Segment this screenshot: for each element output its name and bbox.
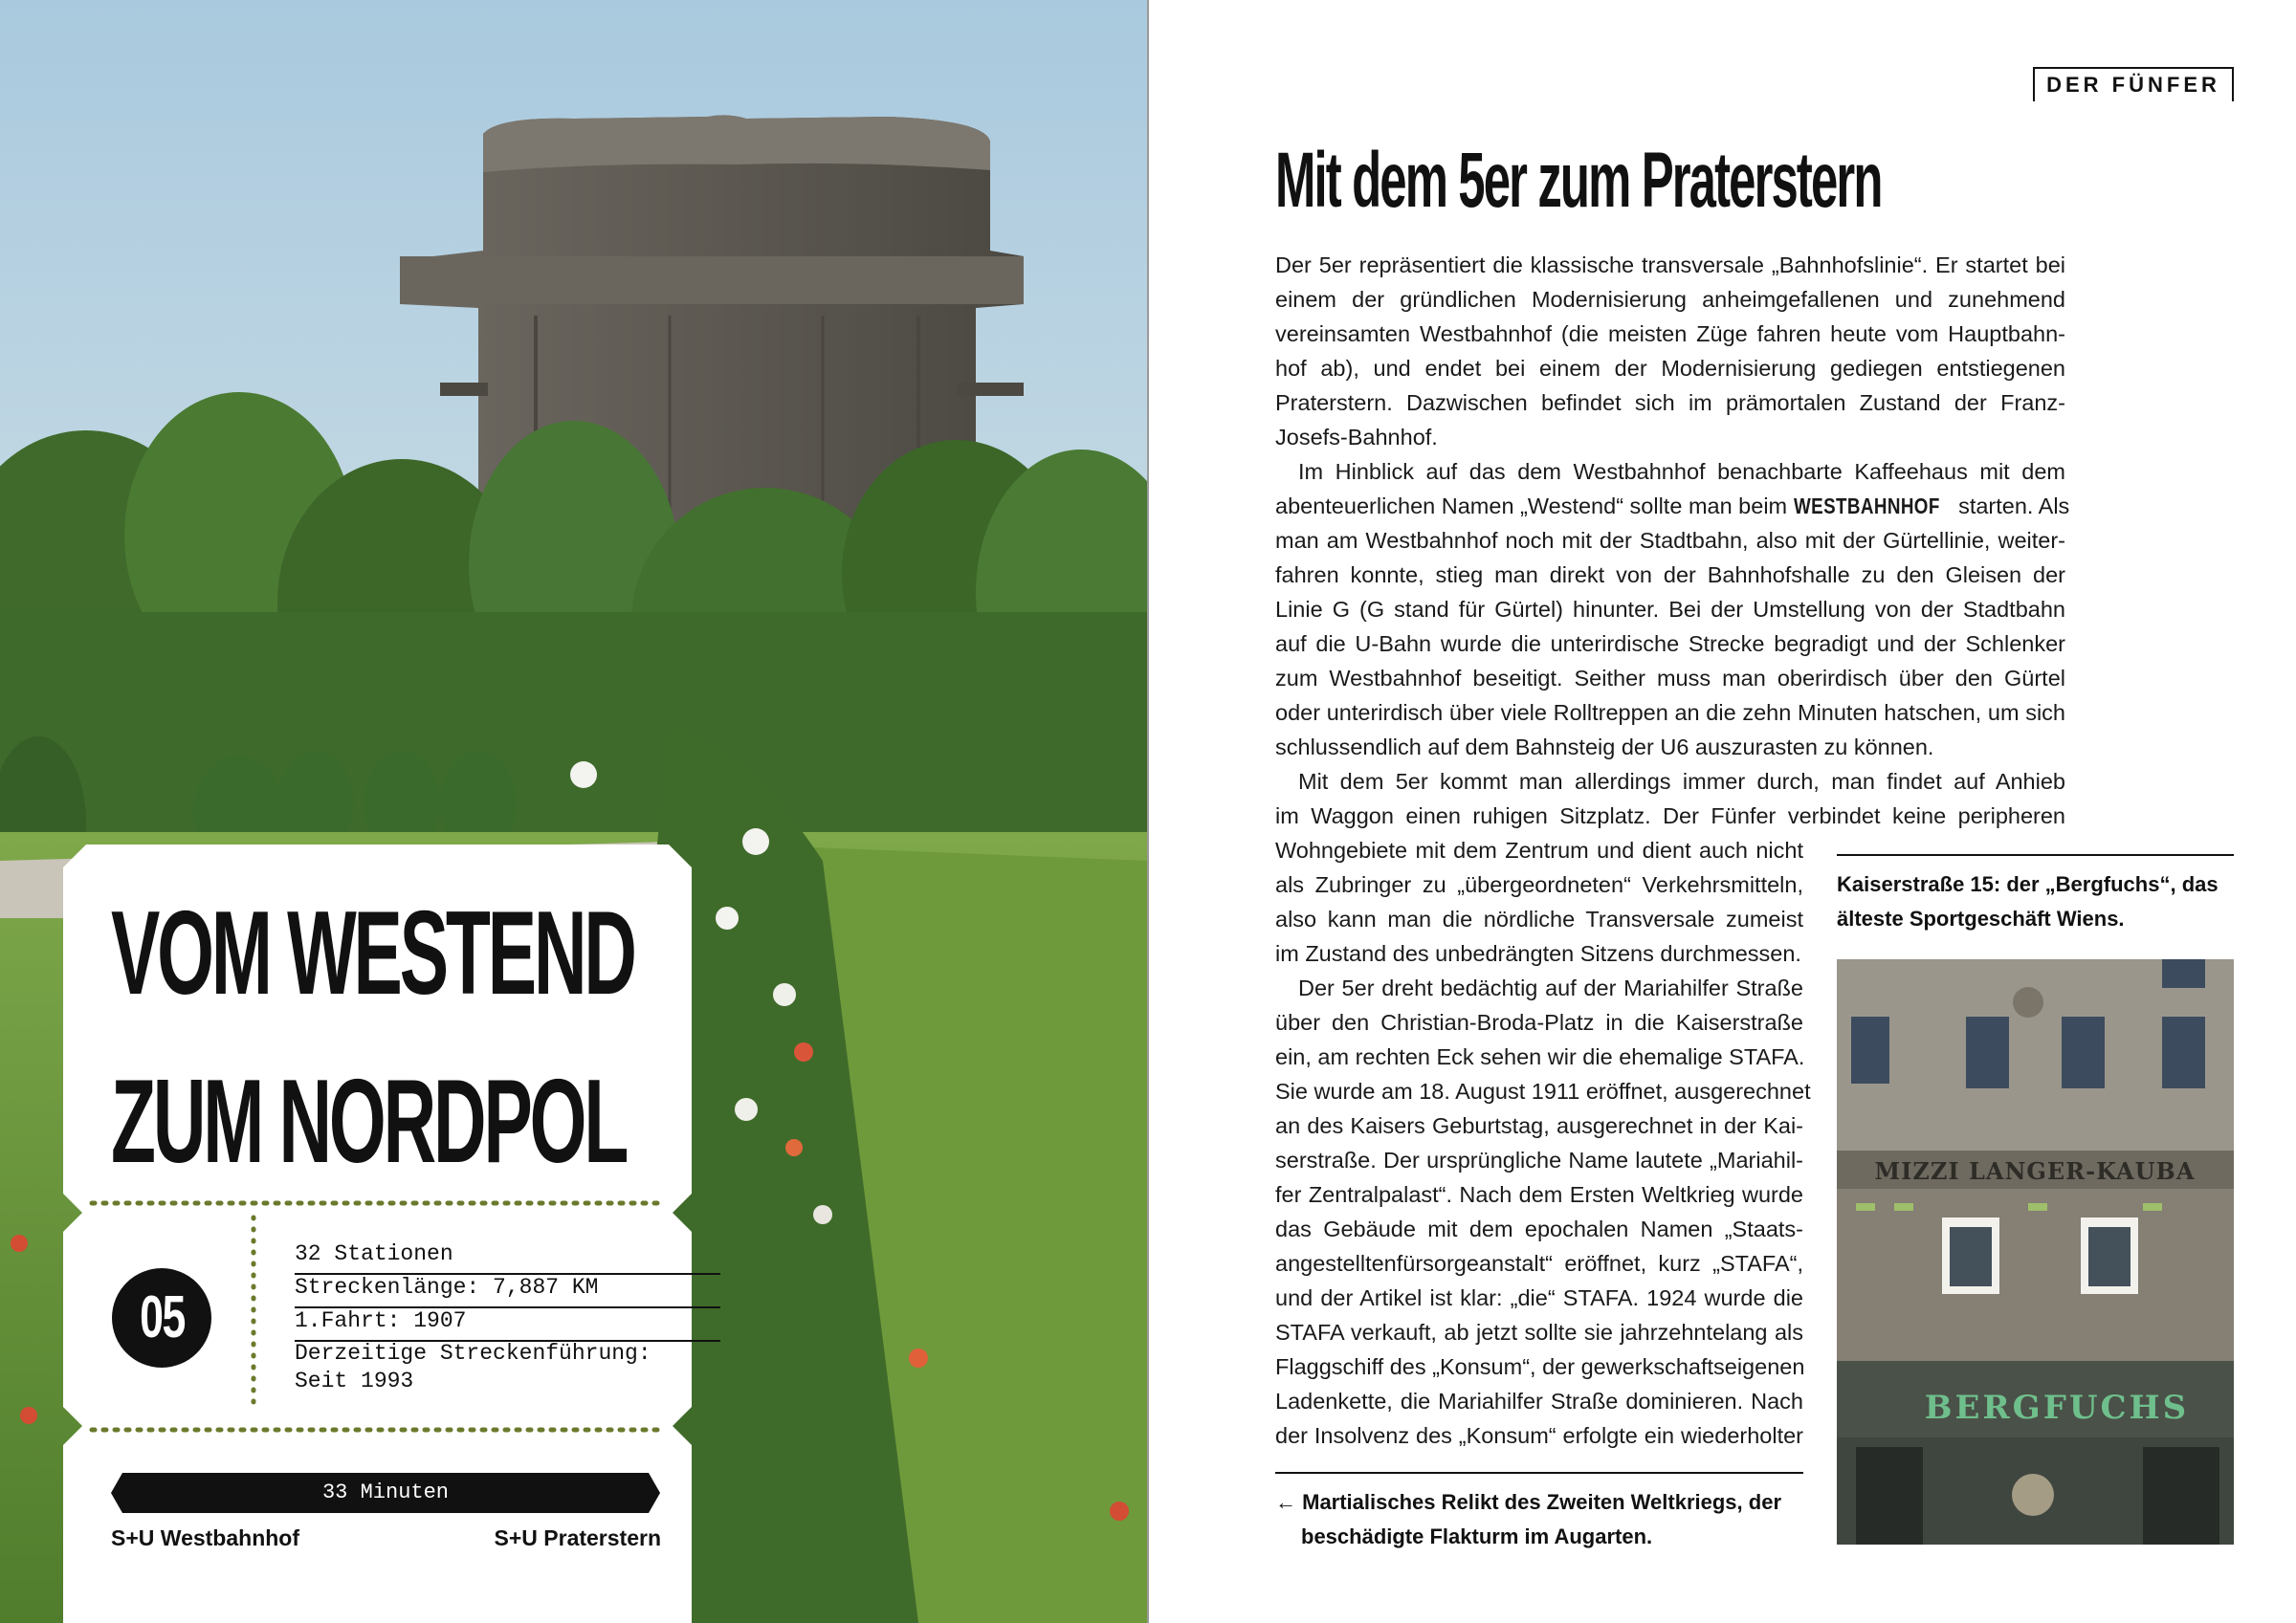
body-line: fer Zentralpalast“. Nach dem Ersten Weltkrieg wurde xyxy=(1275,1182,1803,1207)
bergfuchs-building-photo xyxy=(1837,959,2234,1545)
stat-current-routing-value: Seit 1993 xyxy=(295,1369,414,1393)
body-line: Im Hinblick auf das dem Westbahnhof benachbarte Kaffeehaus mit dem xyxy=(1298,459,2065,484)
body-line: Mit dem 5er kommt man allerdings immer durch, man findet auf Anhieb xyxy=(1298,769,2065,794)
stat-first-trip: 1.Fahrt: 1907 xyxy=(295,1306,720,1342)
caption-rule xyxy=(1275,1472,1803,1474)
trees xyxy=(0,392,1148,909)
body-line: als Zubringer zu „übergeordneten“ Verkehrsmitteln, xyxy=(1275,872,1803,897)
body-line: der Insolvenz des „Konsum“ erfolgte ein wiederholter xyxy=(1275,1423,1803,1448)
body-line: einem der gründlichen Modernisierung anheimgefallenen und zunehmend xyxy=(1275,287,2065,312)
bottom-caption-line-1: ← Martialisches Relikt des Zweiten Weltkriegs, der xyxy=(1275,1490,1781,1514)
body-line: also kann man die nördliche Transversale zumeist xyxy=(1275,907,1803,932)
body-line: ein, am rechten Eck sehen wir die ehemalige STAFA. xyxy=(1275,1044,1805,1069)
body-line: Ladenkette, die Mariahilfer Straße dominieren. Nach xyxy=(1275,1389,1803,1414)
route-title-line-2: ZUM NORDPOL xyxy=(111,1056,627,1188)
stat-current-routing-label: Derzeitige Streckenführung: xyxy=(295,1341,651,1366)
body-line: schlussendlich auf dem Bahnsteig der U6 auszurasten zu können. xyxy=(1275,735,1934,759)
body-line: Linie G (G stand für Gürtel) hinunter. Bei der Umstellung von der Stadtbahn xyxy=(1275,597,2065,622)
station-name-westbahnhof: WESTBAHNHOF xyxy=(1793,493,1940,518)
stat-current-routing xyxy=(295,1340,720,1407)
body-line: Wohngebiete mit dem Zentrum und dient auch nicht xyxy=(1275,838,1803,863)
route-number: 05 xyxy=(139,1284,185,1350)
body-line: serstraße. Der ursprüngliche Name lautete „Mariahil- xyxy=(1275,1148,1803,1173)
section-tag: DER FÜNFER xyxy=(2033,67,2234,101)
side-caption-line-1: Kaiserstraße 15: der „Bergfuchs“, das xyxy=(1837,872,2219,896)
body-line: vereinsamten Westbahnhof (die meisten Züge fahren heute vom Hauptbahn- xyxy=(1275,321,2065,346)
body-line: im Waggon einen ruhigen Sitzplatz. Der Fünfer verbindet keine peripheren xyxy=(1275,803,2065,828)
body-line: Flaggschiff des „Konsum“, der gewerkschaftseigenen xyxy=(1275,1354,1805,1379)
body-line: Josefs-Bahnhof. xyxy=(1275,425,1438,450)
end-station: S+U Praterstern xyxy=(494,1525,661,1550)
route-info-card xyxy=(63,844,692,1623)
body-line: Praterstern. Dazwischen befindet sich im prämortalen Zustand der Franz- xyxy=(1275,390,2065,415)
start-station: S+U Westbahnhof xyxy=(111,1525,300,1550)
body-line: auf die U-Bahn wurde die unterirdische Strecke begradigt und der Schlenker xyxy=(1275,631,2065,656)
body-line-part: abenteuerlichen Namen „Westend“ sollte man beim xyxy=(1275,493,1788,518)
body-line: über den Christian-Broda-Platz in die Kaiserstraße xyxy=(1275,1010,1803,1035)
body-line: Sie wurde am 18. August 1911 eröffnet, ausgerechnet xyxy=(1275,1079,1811,1104)
route-title-line-1: VOM WESTEND xyxy=(111,888,634,1020)
body-line: hof ab), und endet bei einem der Modernisierung gediegen entstiegenen xyxy=(1275,356,2065,381)
page-gutter xyxy=(1147,0,1149,1623)
body-line: STAFA verkauft, ab jetzt sollte sie jahrzehntelang als xyxy=(1275,1320,1803,1345)
body-line: oder unterirdisch über viele Rolltreppen an die zehn Minuten hatschen, um sich xyxy=(1275,700,2065,725)
body-line-part: starten. Als xyxy=(1958,493,2070,518)
chapter-headline: Mit dem 5er zum Praterstern xyxy=(1275,137,1882,224)
body-line-with-stop xyxy=(1275,492,2070,520)
body-line: man am Westbahnhof noch mit der Stadtbahn, also mit der Gürtellinie, weiter- xyxy=(1275,528,2065,553)
body-line: fahren konnte, stieg man direkt von der Bahnhofshalle zu den Gleisen der xyxy=(1275,562,2065,587)
body-line: und der Artikel ist klar: „die“ STAFA. 1924 wurde die xyxy=(1275,1285,1803,1310)
bergfuchs-sign: BERGFUCHS xyxy=(1924,1389,2190,1427)
body-line: Der 5er dreht bedächtig auf der Mariahilfer Straße xyxy=(1298,976,1803,1000)
bottom-caption-line-2: beschädigte Flakturm im Augarten. xyxy=(1301,1524,1653,1548)
body-line: angestelltenfürsorgeanstalt“ eröffnet, kurz „STAFA“, xyxy=(1275,1251,1803,1276)
body-line: Der 5er repräsentiert die klassische transversale „Bahnhofslinie“. Er startet bei xyxy=(1275,252,2065,277)
body-line: im Zustand des unbedrängten Sitzens durchmessen. xyxy=(1275,941,1801,966)
stat-stations: 32 Stationen xyxy=(295,1239,720,1275)
travel-duration: 33 Minuten xyxy=(321,1480,450,1504)
body-line: zum Westbahnhof beseitigt. Seither muss man oberirdisch über den Gürtel xyxy=(1275,666,2065,691)
body-line: an des Kaisers Geburtstag, ausgerechnet in der Kai- xyxy=(1275,1113,1803,1138)
route-number-badge xyxy=(112,1268,211,1368)
caption-rule xyxy=(1837,854,2234,856)
stat-route-length: Streckenlänge: 7,887 KM xyxy=(295,1273,720,1308)
side-caption-line-2: älteste Sportgeschäft Wiens. xyxy=(1837,907,2125,931)
stats-divider xyxy=(250,1214,257,1415)
mizzi-langer-sign: MIZZI LANGER-KAUBA xyxy=(1874,1157,2196,1185)
body-line: das Gebäude mit dem epochalen Namen „Staats- xyxy=(1275,1217,1803,1241)
